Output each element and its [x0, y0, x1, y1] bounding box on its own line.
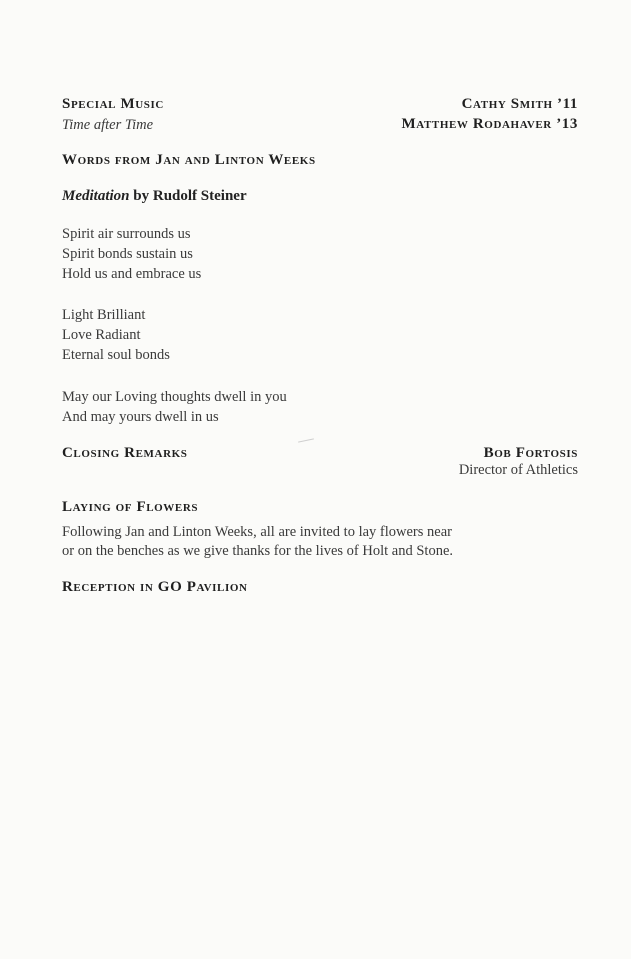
poem-line: May our Loving thoughts dwell in you [62, 389, 287, 405]
reception-heading: Reception in GO Pavilion [62, 579, 248, 595]
closing-role: Director of Athletics [458, 462, 578, 478]
meditation-heading [62, 188, 247, 205]
performer-2: Matthew Rodahaver ’13 [401, 116, 578, 132]
meditation-author: by Rudolf Steiner [133, 188, 247, 204]
special-music-title: Time after Time [62, 117, 154, 133]
poem-line: And may yours dwell in us [62, 409, 219, 425]
poem-line: Spirit bonds sustain us [62, 246, 193, 262]
performer-1: Cathy Smith ’11 [461, 96, 578, 112]
poem-line: Love Radiant [62, 327, 141, 343]
special-music-heading: Special Music [62, 96, 164, 112]
poem-line: Hold us and embrace us [62, 266, 202, 282]
poem-line: Eternal soul bonds [62, 347, 170, 363]
closing-speaker: Bob Fortosis [483, 445, 578, 461]
flowers-text-line1: Following Jan and Linton Weeks, all are invited to lay flowers near [62, 524, 452, 540]
flowers-heading: Laying of Flowers [62, 499, 199, 515]
meditation-title: Meditation [62, 188, 130, 204]
poem-line: Spirit air surrounds us [62, 226, 191, 242]
words-heading: Words from Jan and Linton Weeks [62, 152, 316, 168]
closing-heading: Closing Remarks [62, 445, 188, 461]
poem-line: Light Brilliant [62, 307, 146, 323]
flowers-text-line2: or on the benches as we give thanks for the lives of Holt and Stone. [62, 543, 454, 559]
paper-mark [298, 438, 314, 442]
